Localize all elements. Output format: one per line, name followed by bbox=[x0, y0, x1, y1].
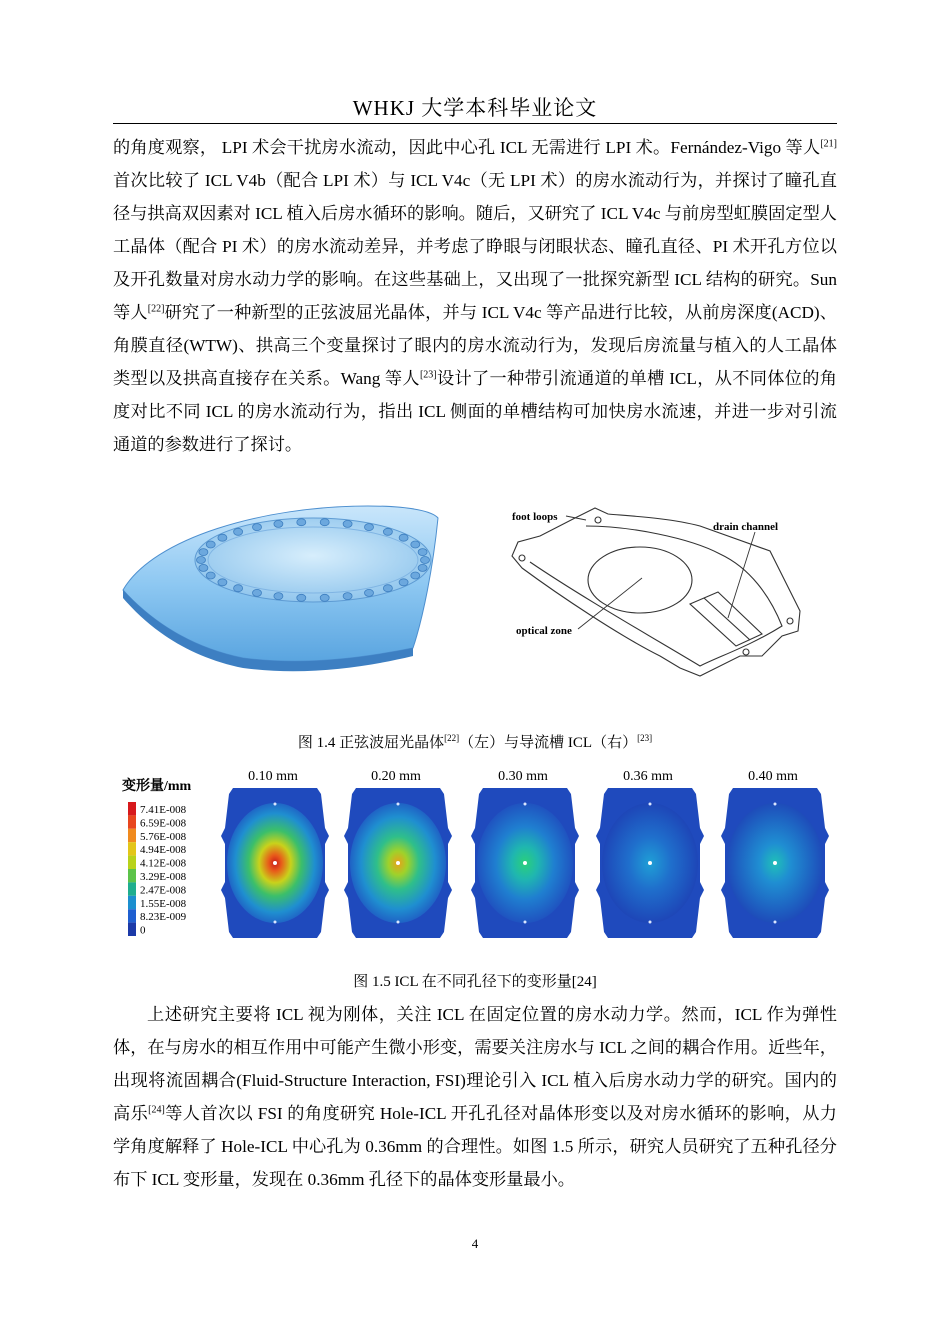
page-number: 4 bbox=[471, 1236, 479, 1251]
citation-ref: [23] bbox=[637, 733, 653, 743]
caption-text: （左）与导流槽 ICL（右） bbox=[459, 735, 638, 751]
paragraph-text: 首次比较了 ICL V4b（配合 LPI 术）与 ICL V4c（无 LPI 术）的房水流动行为，并探讨了瞳孔直径与拱高双因素对 ICL 植入后房水循环的影响。随后，又研究了 ICL V4c 与前房型虹膜固定型人工晶体（配合 PI 术）的房水流动差异，并考虑了睁眼与闭眼状态、瞳孔直径、PI 术开孔方位以及开孔数量对房水动力学的影响。在这些基础上，又出现了一批探究新型 ICL 结构的研究。Sun 等人 bbox=[113, 171, 837, 322]
hole-marker bbox=[274, 803, 277, 806]
legend-value: 4.94E-008 bbox=[140, 844, 187, 857]
sine-bump bbox=[297, 594, 306, 601]
sine-bump bbox=[274, 593, 283, 600]
sine-bump bbox=[383, 528, 392, 535]
hole-marker bbox=[524, 803, 527, 806]
panel-hole-diameter: 0.20 mm bbox=[371, 769, 421, 784]
panel-hole-diameter: 0.10 mm bbox=[248, 769, 298, 784]
drain-channel-icl-drawing bbox=[500, 496, 820, 696]
contour-panels bbox=[221, 769, 829, 938]
hole-marker bbox=[774, 921, 777, 924]
optical-zone-label: optical zone bbox=[516, 625, 572, 637]
sine-bump bbox=[411, 572, 420, 579]
sine-bump bbox=[234, 585, 243, 592]
sine-bump bbox=[383, 585, 392, 592]
sine-bump bbox=[253, 524, 262, 531]
hole-marker bbox=[649, 921, 652, 924]
contour-panel bbox=[596, 769, 704, 938]
hole-marker bbox=[524, 921, 527, 924]
body-paragraph-1 bbox=[113, 131, 837, 461]
panel-hole-diameter: 0.40 mm bbox=[748, 769, 798, 784]
sine-bump bbox=[365, 589, 374, 596]
central-hole bbox=[773, 861, 777, 865]
hole-marker bbox=[397, 921, 400, 924]
deformation-contour-figure bbox=[120, 760, 840, 950]
legend-value: 5.76E-008 bbox=[140, 830, 187, 843]
drain-channel-label: drain channel bbox=[713, 521, 779, 533]
legend-swatch bbox=[128, 909, 136, 922]
panel-hole-diameter: 0.36 mm bbox=[623, 769, 673, 784]
sine-wave-lens-image bbox=[113, 498, 443, 683]
legend-swatch bbox=[128, 882, 136, 895]
caption-text: 图 1.4 正弦波屈光晶体 bbox=[297, 735, 445, 751]
legend-value: 7.41E-008 bbox=[140, 804, 187, 816]
foot-loops-label: foot loops bbox=[512, 511, 558, 523]
sine-bump bbox=[343, 593, 352, 600]
sine-bump bbox=[418, 549, 427, 556]
legend-value: 8.23E-009 bbox=[140, 911, 187, 924]
hole-marker bbox=[774, 803, 777, 806]
figure-1-5-caption: 图 1.5 ICL 在不同孔径下的变形量[24] bbox=[353, 974, 597, 990]
figure-1-4-caption bbox=[113, 731, 837, 752]
central-hole bbox=[648, 861, 652, 865]
sine-bump bbox=[421, 557, 430, 564]
legend-swatch bbox=[128, 842, 136, 855]
contour-panel bbox=[221, 769, 329, 938]
paragraph-text: 的角度观察， LPI 术会干扰房水流动，因此中心孔 ICL 无需进行 LPI 术。Fernández-Vigo 等人 bbox=[113, 138, 821, 157]
legend-swatch bbox=[128, 829, 136, 842]
sine-bump bbox=[199, 564, 208, 571]
citation-ref: [22] bbox=[147, 303, 165, 315]
sine-bump bbox=[206, 572, 215, 579]
paragraph-text: 设计了一种带引流通道的单槽 ICL，从不同体位的角度对比不同 ICL 的房水流动行为，指出 ICL 侧面的单槽结构可加快房水流速，并进一步对引流通道的参数进行了探讨。 bbox=[113, 369, 837, 454]
sine-bump bbox=[206, 541, 215, 548]
legend-swatch bbox=[128, 802, 136, 815]
central-hole bbox=[523, 861, 527, 865]
paragraph-text: 等人首次以 FSI 的角度研究 Hole-ICL 开孔孔径对晶体形变以及对房水循环的影响，从力学角度解释了 Hole-ICL 中心孔为 0.36mm 的合理性。如图 1.5 所示，研究人员研究了五种孔径分布下 ICL 变形量，发现在 0.36mm 孔径下的晶体变形量最小。 bbox=[113, 1104, 837, 1189]
citation-ref: [22] bbox=[444, 733, 460, 743]
sine-bump bbox=[320, 519, 329, 526]
sine-bump bbox=[197, 557, 206, 564]
sine-bump bbox=[199, 549, 208, 556]
contour-panel bbox=[344, 769, 452, 938]
sine-bump bbox=[399, 534, 408, 541]
legend-swatch bbox=[128, 856, 136, 869]
sine-bump bbox=[418, 564, 427, 571]
body-paragraph-2 bbox=[113, 998, 837, 1196]
central-hole bbox=[396, 861, 400, 865]
colorbar-legend bbox=[128, 802, 187, 937]
citation-ref: [21] bbox=[820, 138, 837, 150]
citation-ref: [23] bbox=[419, 369, 437, 381]
legend-swatch bbox=[128, 896, 136, 909]
legend-swatch bbox=[128, 923, 136, 936]
central-hole bbox=[273, 861, 277, 865]
paragraph-text: 上述研究主要将 ICL 视为刚体，关注 ICL 在固定位置的房水动力学。然而，ICL 作为弹性体，在与房水的相互作用中可能产生微小形变，需要关注房水与 ICL 之间的耦合作用。近些年，出现将流固耦合(Fluid-Structure Interaction, FSI)理论引入 ICL 植入后房水动力学的研究。国内的高乐 bbox=[113, 1005, 837, 1123]
legend-swatch bbox=[128, 815, 136, 828]
sine-bump bbox=[253, 589, 262, 596]
sine-bump bbox=[297, 519, 306, 526]
citation-ref: [24] bbox=[148, 1104, 165, 1116]
panel-hole-diameter: 0.30 mm bbox=[498, 769, 548, 784]
sine-bump bbox=[234, 528, 243, 535]
contour-panel bbox=[721, 769, 829, 938]
sine-bump bbox=[411, 541, 420, 548]
sine-bump bbox=[399, 579, 408, 586]
sine-bump bbox=[343, 520, 352, 527]
sine-bump bbox=[365, 524, 374, 531]
page-header-title: WHKJ 大学本科毕业论文 bbox=[352, 96, 598, 120]
hole-marker bbox=[274, 921, 277, 924]
legend-value: 0 bbox=[140, 924, 146, 937]
sine-bump bbox=[218, 534, 227, 541]
legend-title: 变形量/mm bbox=[122, 779, 192, 794]
sine-bump bbox=[320, 594, 329, 601]
hole-marker bbox=[397, 803, 400, 806]
legend-value: 1.55E-008 bbox=[140, 897, 187, 910]
legend-value: 3.29E-008 bbox=[140, 871, 187, 883]
header-divider bbox=[113, 123, 837, 124]
sine-bump bbox=[218, 579, 227, 586]
contour-panel bbox=[471, 769, 579, 938]
legend-value: 2.47E-008 bbox=[140, 884, 187, 897]
sine-bump bbox=[274, 520, 283, 527]
hole-marker bbox=[649, 803, 652, 806]
legend-value: 4.12E-008 bbox=[140, 857, 187, 870]
legend-swatch bbox=[128, 869, 136, 882]
legend-value: 6.59E-008 bbox=[140, 817, 187, 830]
paragraph-text: 研究了一种新型的正弦波屈光晶体，并与 ICL V4c 等产品进行比较，从前房深度(ACD)、角膜直径(WTW)、拱高三个变量探讨了眼内的房水流动行为，发现后房流量与植入的人工晶体类型以及拱高直接存在关系。Wang 等人 bbox=[113, 303, 837, 388]
